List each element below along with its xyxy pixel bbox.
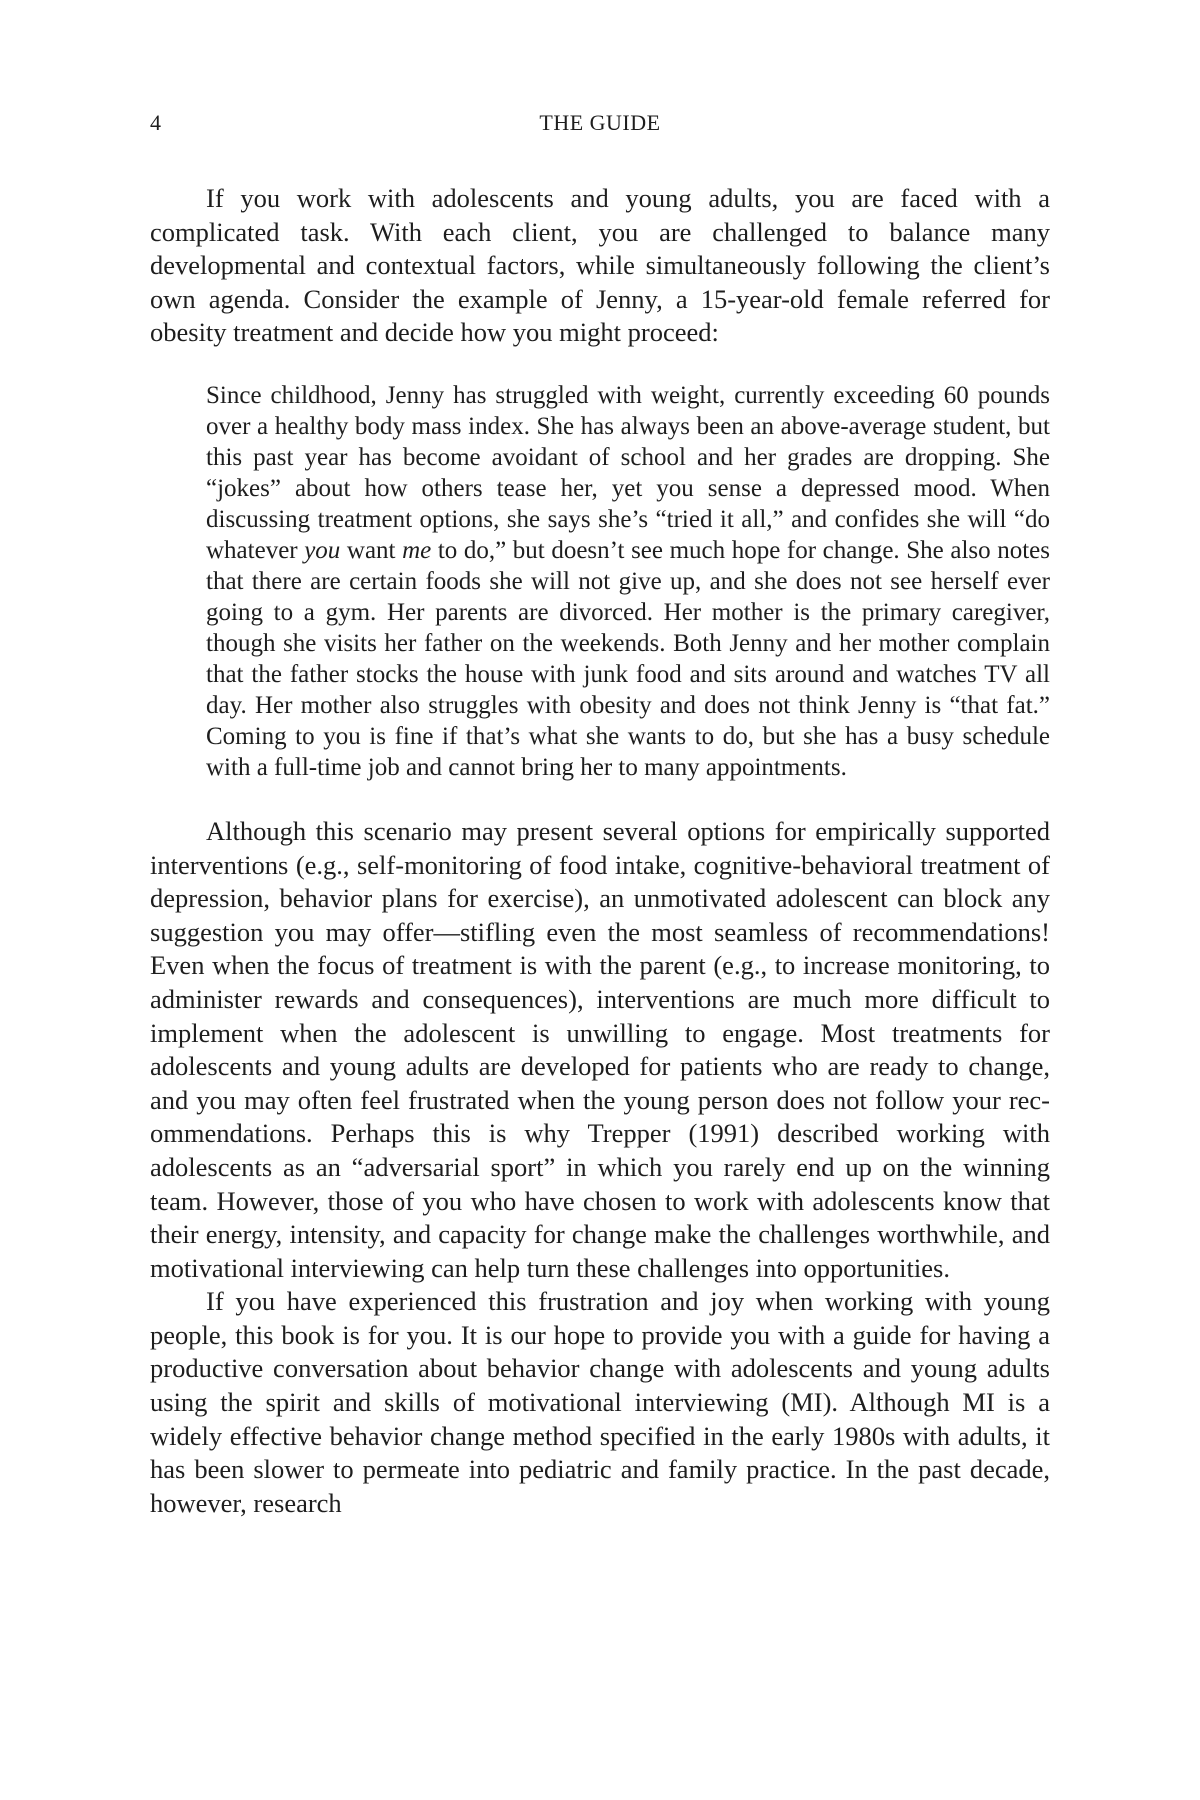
paragraph-scenario-discussion: Although this scenario may present several options for empirically supported interventions (e.g., self-monitoring of food intake, cognitive-behavioral treatment of depression, behavior plans for exercise), an unmotivated adolescent can block any suggestion you may offer—stifling even the most seamless of recommendations! Even when the focus of treatment is with the parent (e.g., to increase monitoring, to administer rewards and consequences), interventions are much more difficult to implement when the adolescent is unwilling to engage. Most treatments for adolescents and young adults are developed for patients who are ready to change, and you may often feel frustrated when the young person does not follow your recommendations. Perhaps this is why Trepper (1991) described working with adolescents as an “adversarial sport” in which you rarely end up on the winning team. However, those of you who have chosen to work with adolescents know that their energy, intensity, and capacity for change make the challenges worthwhile, and motivational interviewing can help turn these challenges into opportunities. xyxy=(150,815,1050,1283)
page-number: 4 xyxy=(150,110,162,135)
extract-text-3: to do,” but doesn’t see much hope for change. She also notes that there are certain foods she will not give up, and she does not see herself ever going to a gym. Her parents are divorced. Her mother is the primary caregiver, though she visits her father on the weekends. Both Jenny and her mother complain that the father stocks the house with junk food and sits around and watches TV all day. Her mother also struggles with obesity and does not think Jenny is “that fat.” Coming to you is fine if that’s what she wants to do, but she has a busy schedule with a full-time job and cannot bring her to many appointments. xyxy=(206,536,1050,781)
body-text xyxy=(150,182,1050,1520)
extract-emphasis-me: me xyxy=(402,536,432,564)
case-example-extract xyxy=(206,380,1050,783)
extract-text-1: Since childhood, Jenny has struggled with weight, currently exceeding 60 pounds over a healthy body mass index. She has always been an above-average student, but this past year has become avoidant of school and her grades are dropping. She “jokes” about how others tease her, yet you sense a depressed mood. When discussing treatment options, she says she’s “tried it all,” and confides she will “do whatever xyxy=(206,381,1050,564)
paragraph-intro: If you work with adolescents and young adults, you are faced with a complicated task. With each client, you are challenged to balance many developmental and contextual factors, while simultaneously following the client’s own agenda. Consider the example of Jenny, a 15-year-old female referred for obesity treatment and decide how you might proceed: xyxy=(150,183,1050,348)
extract-emphasis-you: you xyxy=(304,536,341,564)
paragraph-book-purpose: If you have experienced this frustration and joy when working with young people, this book is for you. It is our hope to provide you with a guide for having a productive conversation about behavior change with adolescents and young adults using the spirit and skills of motivational interviewing (MI). Although MI is a widely effective behavior change method specified in the early 1980s with adults, it has been slower to permeate into pediatric and family practice. In the past decade, however, research xyxy=(150,1286,1050,1518)
extract-text-2: want xyxy=(340,536,403,564)
running-title: THE GUIDE xyxy=(539,110,661,135)
running-head xyxy=(150,110,1050,140)
